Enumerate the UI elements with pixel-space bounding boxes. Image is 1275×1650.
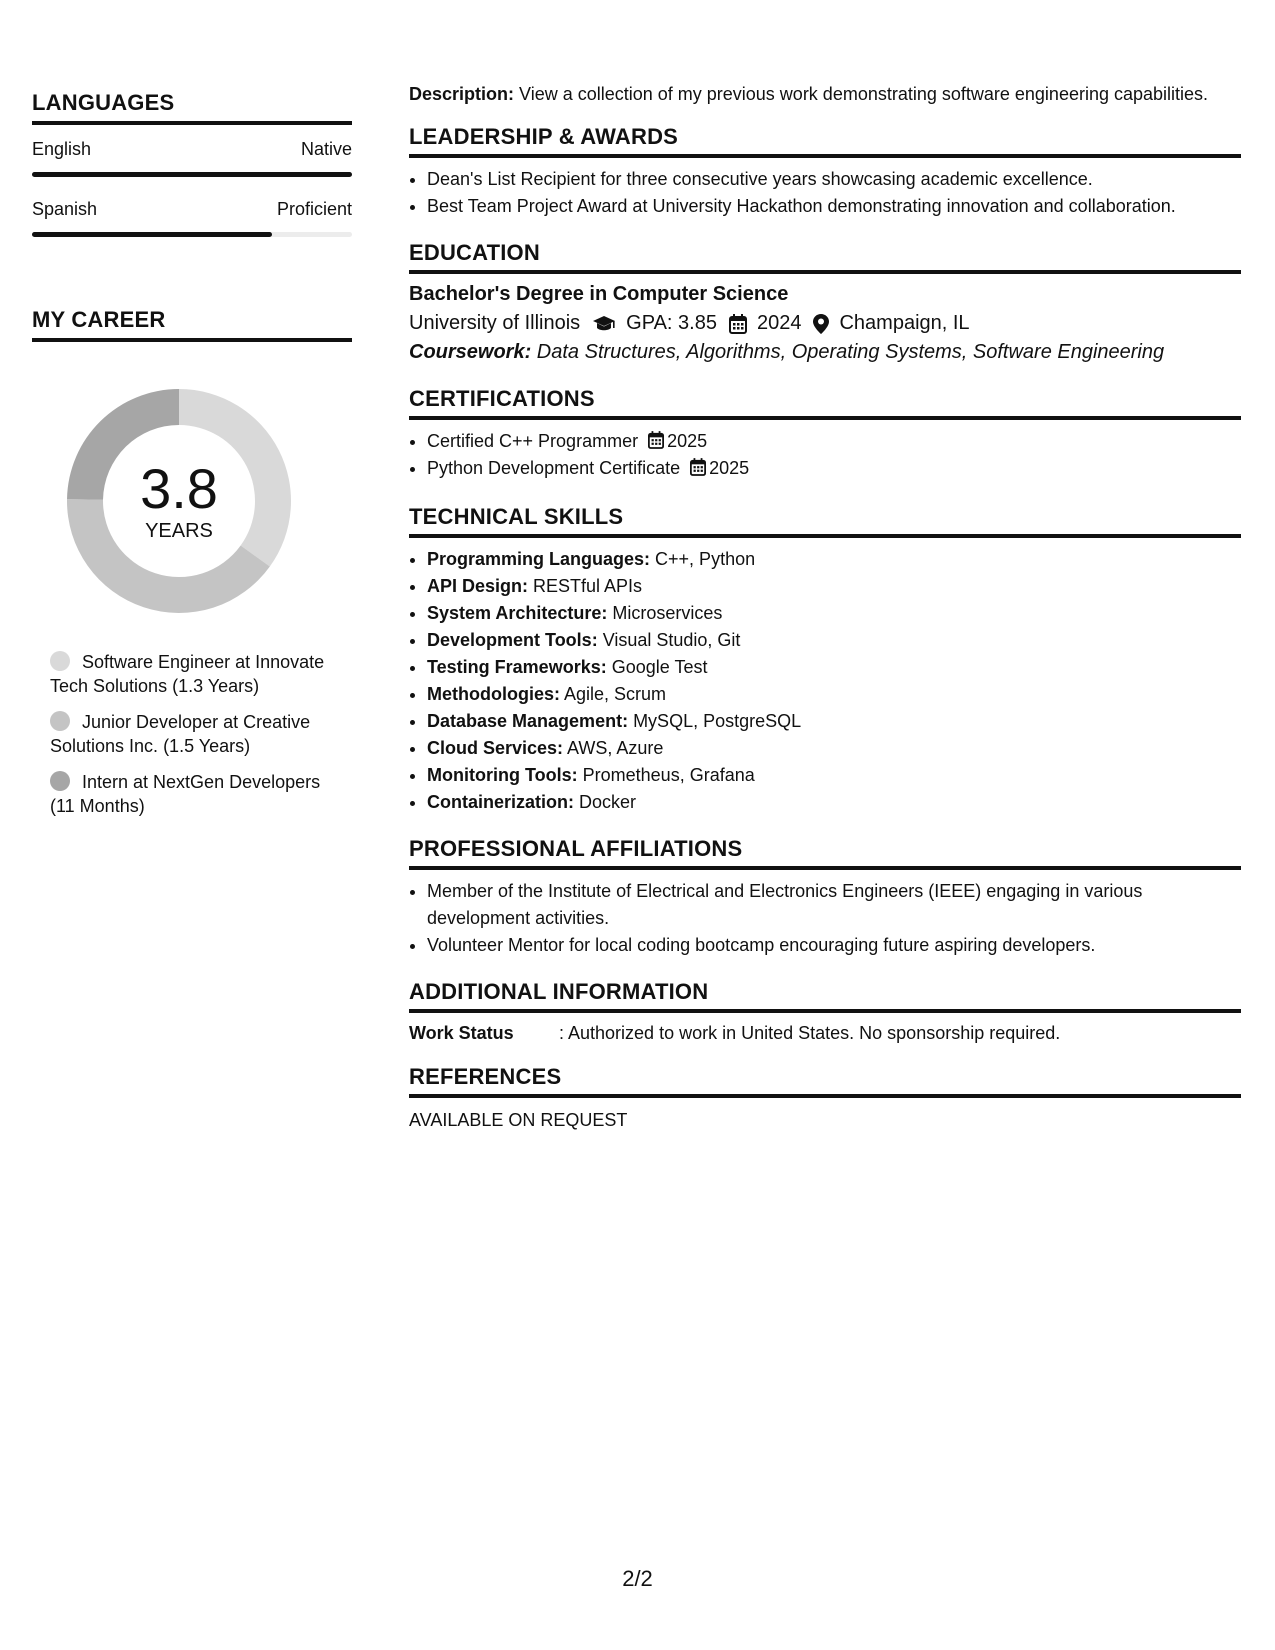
skill-key: Testing Frameworks: xyxy=(427,657,607,677)
certification-year: 2025 xyxy=(709,458,750,478)
list-item xyxy=(427,654,1241,681)
skill-key: Database Management: xyxy=(427,711,629,731)
list-item xyxy=(427,681,1241,708)
calendar-icon xyxy=(729,314,747,334)
certification-name: Certified C++ Programmer xyxy=(427,431,639,451)
skill-value: Visual Studio, Git xyxy=(597,630,741,650)
career-legend xyxy=(50,650,340,818)
language-item xyxy=(32,139,352,177)
skill-value: Microservices xyxy=(607,603,723,623)
certification-name: Python Development Certificate xyxy=(427,458,681,478)
list-item xyxy=(427,573,1241,600)
skill-key: Programming Languages: xyxy=(427,549,651,569)
language-bar xyxy=(32,232,352,237)
list-item xyxy=(427,708,1241,735)
map-pin-icon xyxy=(813,314,829,334)
skill-value: RESTful APIs xyxy=(528,576,643,596)
list-item xyxy=(427,789,1241,816)
languages-heading: LANGUAGES xyxy=(32,90,352,125)
career-legend-label: Software Engineer at Innovate Tech Solutions (1.3 Years) xyxy=(50,652,325,696)
graduation-year: 2024 xyxy=(756,312,802,334)
list-item xyxy=(427,455,1241,482)
references-section xyxy=(409,1064,1241,1131)
work-status-row xyxy=(409,1023,1241,1044)
list-item xyxy=(427,627,1241,654)
legend-dot xyxy=(50,651,70,671)
career-total: 3.8 xyxy=(140,456,218,520)
additional-section xyxy=(409,979,1241,1044)
skill-value: MySQL, PostgreSQL xyxy=(628,711,802,731)
language-name: Spanish xyxy=(32,199,98,219)
language-bar-fill xyxy=(32,232,272,237)
references-text: AVAILABLE ON REQUEST xyxy=(409,1110,628,1130)
coursework-label: Coursework: xyxy=(409,341,532,363)
references-heading: REFERENCES xyxy=(409,1064,1241,1098)
legend-dot xyxy=(50,711,70,731)
right-column xyxy=(409,80,1241,1131)
skills-heading: TECHNICAL SKILLS xyxy=(409,504,1241,538)
left-column xyxy=(32,90,352,830)
list-item xyxy=(427,600,1241,627)
page-number: 2/2 xyxy=(622,1566,653,1591)
list-item xyxy=(427,546,1241,573)
leadership-heading: LEADERSHIP & AWARDS xyxy=(409,124,1241,158)
graduation-cap-icon xyxy=(592,315,616,333)
list-item: • Dean's List Recipient for three consecutive years showcasing academic excellence. xyxy=(427,166,1241,193)
skill-key: API Design: xyxy=(427,576,529,596)
certification-year: 2025 xyxy=(667,431,708,451)
skill-value: AWS, Azure xyxy=(563,738,664,758)
language-level: Native xyxy=(300,139,352,159)
career-unit: YEARS xyxy=(145,519,213,542)
affiliations-section xyxy=(409,836,1241,959)
calendar-icon xyxy=(648,431,664,449)
work-status-label: Work Status xyxy=(409,1023,514,1043)
work-status-value: : Authorized to work in United States. No sponsorship required. xyxy=(559,1023,1061,1043)
language-item xyxy=(32,199,352,237)
coursework xyxy=(409,341,1241,364)
list-item: • Best Team Project Award at University Hackathon demonstrating innovation and collaboration. xyxy=(427,193,1241,220)
career-legend-item xyxy=(50,710,340,758)
coursework-text: Data Structures, Algorithms, Operating Systems, Software Engineering xyxy=(531,341,1165,363)
education-details xyxy=(409,312,1241,335)
list-item: • Volunteer Mentor for local coding bootcamp encouraging future aspiring developers. xyxy=(427,932,1241,959)
skill-value: Docker xyxy=(574,792,637,812)
career-heading: MY CAREER xyxy=(32,307,352,342)
skill-key: Monitoring Tools: xyxy=(427,765,578,785)
career-legend-item xyxy=(50,770,340,818)
skill-value: Google Test xyxy=(606,657,708,677)
skill-key: Containerization: xyxy=(427,792,574,812)
language-bar-fill xyxy=(32,172,352,177)
leadership-section xyxy=(409,124,1241,220)
additional-heading: ADDITIONAL INFORMATION xyxy=(409,979,1241,1013)
skills-section xyxy=(409,504,1241,816)
gpa: GPA: 3.85 xyxy=(626,312,717,334)
list-item xyxy=(427,762,1241,789)
skill-key: Development Tools: xyxy=(427,630,598,650)
description xyxy=(409,80,1241,108)
skill-key: Cloud Services: xyxy=(427,738,564,758)
career-legend-label: Junior Developer at Creative Solutions Inc. (1.5 Years) xyxy=(50,712,311,756)
career-legend-item xyxy=(50,650,340,698)
certifications-heading: CERTIFICATIONS xyxy=(409,386,1241,420)
location: Champaign, IL xyxy=(839,312,970,334)
description-label: Description: xyxy=(409,84,515,104)
list-item xyxy=(427,428,1241,455)
career-legend-label: Intern at NextGen Developers (11 Months) xyxy=(50,772,321,816)
language-level: Proficient xyxy=(276,199,352,219)
skill-key: System Architecture: xyxy=(427,603,608,623)
list-item: • Member of the Institute of Electrical and Electronics Engineers (IEEE) engaging in various development activities. xyxy=(427,878,1241,932)
skill-key: Methodologies: xyxy=(427,684,560,704)
skill-value: Agile, Scrum xyxy=(560,684,667,704)
education-heading: EDUCATION xyxy=(409,240,1241,274)
school: University of Illinois xyxy=(409,312,581,334)
skill-value: Prometheus, Grafana xyxy=(577,765,755,785)
skill-value: C++, Python xyxy=(650,549,756,569)
certifications-section xyxy=(409,386,1241,482)
language-bar xyxy=(32,172,352,177)
description-text: View a collection of my previous work demonstrating software engineering capabilities. xyxy=(514,84,1209,104)
career-donut-chart xyxy=(64,386,294,616)
list-item xyxy=(427,735,1241,762)
degree: Bachelor's Degree in Computer Science xyxy=(409,283,789,305)
legend-dot xyxy=(50,771,70,791)
affiliations-heading: PROFESSIONAL AFFILIATIONS xyxy=(409,836,1241,870)
education-section xyxy=(409,240,1241,364)
language-name: English xyxy=(32,139,92,159)
calendar-icon xyxy=(690,458,706,476)
